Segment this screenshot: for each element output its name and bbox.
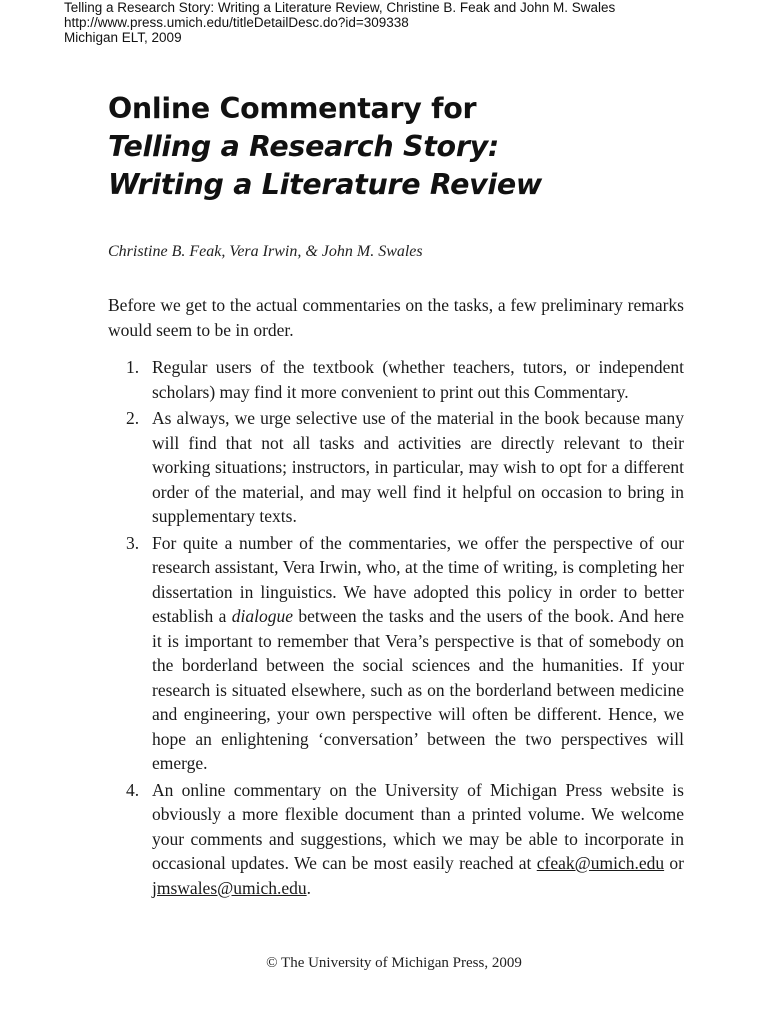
page-header: [64, 0, 615, 45]
list-item: [108, 531, 684, 776]
email-link-cfeak[interactable]: cfeak@umich.edu: [536, 853, 665, 873]
emphasized-word: dialogue: [231, 606, 293, 626]
email-link-jmswales[interactable]: jmswales@umich.edu: [152, 877, 307, 898]
title-line-3: Writing a Literature Review: [108, 168, 542, 201]
list-number: 3.: [126, 532, 140, 553]
list-item: [108, 778, 684, 901]
authors-line: Christine B. Feak, Vera Irwin, & John M. Swales: [108, 243, 423, 260]
list-item: [108, 406, 684, 529]
list-item-text: Regular users of the textbook (whether teachers, tutors, or independent scholars) may find it more convenient to print out this Commentary.: [152, 357, 684, 402]
document-title: [108, 90, 542, 204]
intro-paragraph: Before we get to the actual commentaries on the tasks, a few preliminary remarks would seem to be in order.: [108, 295, 684, 340]
list-number: 4.: [126, 779, 140, 800]
copyright-footer: © The University of Michigan Press, 2009: [266, 955, 522, 971]
list-number: 1.: [126, 357, 140, 377]
list-item: [108, 355, 684, 404]
title-line-2: Telling a Research Story:: [108, 130, 499, 163]
list-item-text: [152, 533, 684, 774]
header-publisher: Michigan ELT, 2009: [64, 30, 182, 45]
list-number: 2.: [126, 408, 140, 428]
text-segment: For quite a number of the commentaries, we offer the perspective of our research assistant, Vera Irwin, who, at the time of writing, is completing her dissertation in linguistics. We have adopted this policy in order to better establish a: [152, 532, 684, 626]
text-segment: or: [664, 853, 685, 873]
list-item-text: [152, 780, 684, 898]
remarks-list: [108, 355, 684, 902]
text-segment: .: [306, 877, 312, 898]
header-url: http://www.press.umich.edu/titleDetailDesc.do?id=309338: [64, 15, 409, 30]
header-citation: Telling a Research Story: Writing a Literature Review, Christine B. Feak and John M. Swales: [64, 0, 616, 15]
title-line-1: Online Commentary for: [108, 92, 477, 125]
list-item-text: As always, we urge selective use of the material in the book because many will find that not all tasks and activities are directly relevant to their working situations; instructors, in particular, may wish to opt for a different order of the material, and may well find it helpful on occasion to bring in supplementary texts.: [152, 408, 684, 526]
text-segment: An online commentary on the University of Michigan Press website is obviously a more flexible document than a printed volume. We welcome your comments and suggestions, which we may be able to incorporate in occasional updates. We can be most easily reached at: [152, 779, 684, 873]
text-segment: between the tasks and the users of the book. And here it is important to remember that Vera’s perspective is that of somebody on the borderland between the social sciences and the humanities. If your research is situated elsewhere, such as on the borderland between medicine and engineering, your own perspective will often be different. Hence, we hope an enlightening ‘conversation’ between the two perspectives will emerge.: [152, 606, 684, 773]
